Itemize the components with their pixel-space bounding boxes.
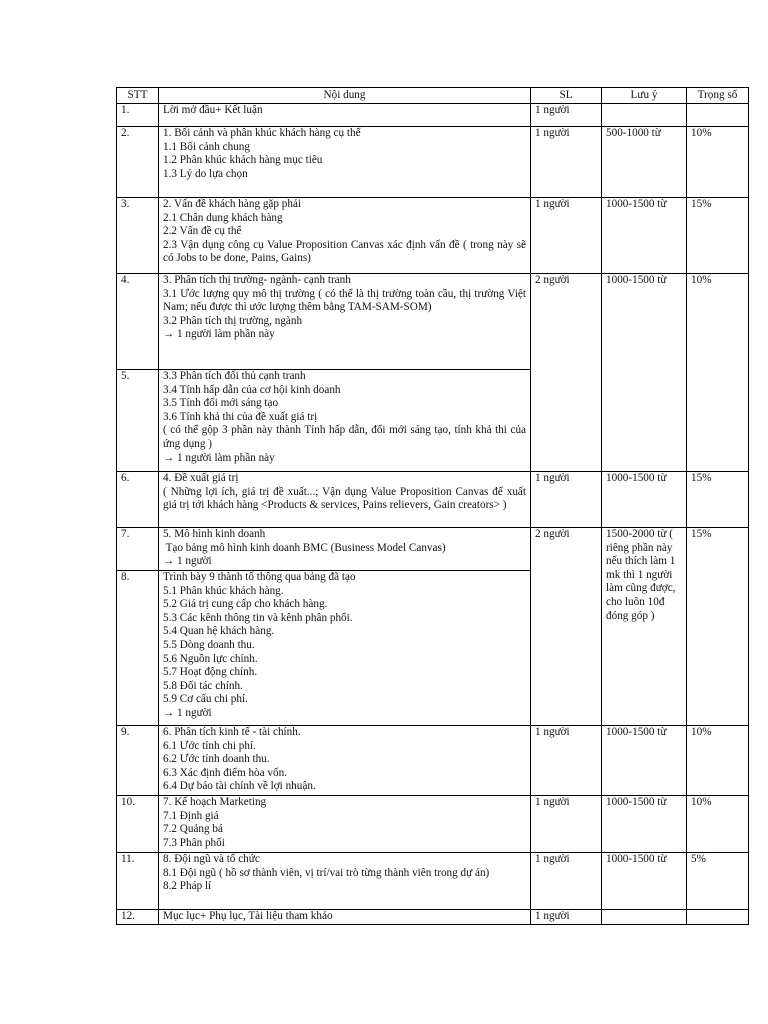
- row-weight: [687, 104, 749, 127]
- content-line: 7.2 Quảng bá: [163, 823, 223, 836]
- row-note: 1000-1500 từ: [602, 853, 687, 910]
- content-line: Mục lục+ Phụ lục, Tài liệu tham khảo: [163, 910, 333, 922]
- row-content: [159, 198, 531, 274]
- content-line: 6. Phân tích kinh tế - tài chính.: [163, 726, 301, 738]
- header-stt: STT: [117, 88, 159, 104]
- row-sl: 1 người: [531, 472, 602, 528]
- content-line: → 1 người: [163, 706, 212, 719]
- content-line: 6.1 Ước tính chi phí.: [163, 739, 256, 752]
- table-row: [117, 127, 749, 198]
- row-note: 1000-1500 từ: [602, 472, 687, 528]
- row-note: 1000-1500 từ: [602, 726, 687, 796]
- row-sl: 1 người: [531, 198, 602, 274]
- content-line: 3.6 Tính khả thi của đề xuất giá trị: [163, 410, 318, 423]
- content-line: → 1 người: [163, 555, 212, 568]
- row-weight: 15%: [687, 472, 749, 528]
- header-sl: SL: [531, 88, 602, 104]
- content-line: 7.1 Định giá: [163, 809, 219, 822]
- content-line: 3.4 Tính hấp dẫn của cơ hội kinh doanh: [163, 383, 341, 396]
- content-line: 1.1 Bối cảnh chung: [163, 140, 250, 153]
- row-sl: 1 người: [531, 104, 602, 127]
- row-stt: 7.: [117, 528, 159, 571]
- content-line: 5.3 Các kênh thông tin và kênh phân phối.: [163, 611, 353, 624]
- row-content: [159, 528, 531, 571]
- content-line: 8. Đội ngũ và tổ chức: [163, 853, 260, 865]
- content-line: ( Những lợi ích, giá trị đề xuất...; Vận dụng Value Proposition Canvas để xuất giá trị tới khách hàng <Products & services, Pains relievers, Gain creators> ): [163, 485, 526, 512]
- content-line: 3.2 Phân tích thị trường, ngành: [163, 314, 303, 327]
- row-content: [159, 853, 531, 910]
- row-stt: 6.: [117, 472, 159, 528]
- header-note: Lưu ý: [602, 88, 687, 104]
- content-line: 1.3 Lý do lựa chọn: [163, 167, 248, 180]
- row-sl: 1 người: [531, 910, 602, 925]
- content-line: 5.4 Quan hệ khách hàng.: [163, 625, 275, 638]
- row-weight: 15%: [687, 198, 749, 274]
- row-content: [159, 274, 531, 370]
- row-sl: 2 người: [531, 274, 602, 472]
- row-sl: 1 người: [531, 853, 602, 910]
- content-line: 5.9 Cơ cấu chi phí.: [163, 693, 248, 706]
- row-stt: 5.: [117, 370, 159, 472]
- content-line: 8.1 Đội ngũ ( hồ sơ thành viên, vị trí/vai trò từng thành viên trong dự án): [163, 866, 490, 879]
- content-line: 2.2 Vấn đề cụ thể: [163, 225, 242, 238]
- table-row: [117, 104, 749, 127]
- table-row: [117, 274, 749, 370]
- row-note: [602, 104, 687, 127]
- row-note: 1000-1500 từ: [602, 274, 687, 472]
- row-sl: 1 người: [531, 726, 602, 796]
- header-weight: Trọng số: [687, 88, 749, 104]
- header-row: [117, 88, 749, 104]
- content-line: 5.7 Hoạt động chính.: [163, 666, 258, 679]
- row-note: [602, 910, 687, 925]
- row-note: 1500-2000 từ ( riêng phần này nếu thích làm 1 mk thì 1 người làm cũng được, cho luôn 10đ đóng góp ): [602, 528, 687, 726]
- table-row: [117, 853, 749, 910]
- row-stt: 1.: [117, 104, 159, 127]
- row-weight: [687, 910, 749, 925]
- row-weight: 10%: [687, 127, 749, 198]
- content-line: 7. Kế hoạch Marketing: [163, 796, 267, 808]
- row-stt: 10.: [117, 796, 159, 853]
- content-line: 8.2 Pháp lí: [163, 880, 212, 893]
- table-row: [117, 528, 749, 571]
- table-row: [117, 472, 749, 528]
- content-line: 6.3 Xác định điểm hòa vốn.: [163, 766, 287, 779]
- content-line: 2. Vấn đề khách hàng gặp phải: [163, 198, 302, 210]
- row-weight: 10%: [687, 274, 749, 472]
- content-line: 7.3 Phân phối: [163, 836, 225, 849]
- row-weight: 15%: [687, 528, 749, 726]
- row-content: [159, 370, 531, 472]
- row-stt: 4.: [117, 274, 159, 370]
- assignment-table: [116, 87, 749, 925]
- row-content: [159, 796, 531, 853]
- content-line: 5.8 Đối tác chính.: [163, 679, 243, 692]
- row-note: 1000-1500 từ: [602, 198, 687, 274]
- row-stt: 9.: [117, 726, 159, 796]
- row-content: [159, 910, 531, 925]
- content-line: 3.3 Phân tích đối thủ cạnh tranh: [163, 370, 306, 382]
- content-line: Lời mở đầu+ Kết luận: [163, 104, 263, 116]
- content-line: → 1 người làm phần này: [163, 328, 275, 341]
- table-row: [117, 796, 749, 853]
- content-line: 3.5 Tính đổi mới sáng tạo: [163, 397, 279, 410]
- table-row: [117, 726, 749, 796]
- row-stt: 11.: [117, 853, 159, 910]
- content-line: Trình bày 9 thành tố thông qua bảng đã tạo: [163, 571, 356, 583]
- row-note: 1000-1500 từ: [602, 796, 687, 853]
- content-line: 6.2 Ước tính doanh thu.: [163, 753, 270, 766]
- content-line: 5.1 Phân khúc khách hàng.: [163, 584, 284, 597]
- row-content: [159, 104, 531, 127]
- content-line: 1. Bối cảnh và phân khúc khách hàng cụ thể: [163, 127, 361, 139]
- row-content: [159, 472, 531, 528]
- table-row: [117, 198, 749, 274]
- row-content: [159, 127, 531, 198]
- table-row: [117, 910, 749, 925]
- row-weight: 5%: [687, 853, 749, 910]
- row-stt: 8.: [117, 571, 159, 726]
- row-stt: 2.: [117, 127, 159, 198]
- content-line: 3.1 Ước lượng quy mô thị trường ( có thể là thị trường toàn cầu, thị trường Việt Nam; nếu được thì ước lượng thêm bằng TAM-SAM-SOM): [163, 287, 526, 314]
- row-stt: 3.: [117, 198, 159, 274]
- content-line: 2.1 Chân dung khách hàng: [163, 211, 283, 224]
- row-weight: 10%: [687, 726, 749, 796]
- content-line: 3. Phân tích thị trường- ngành- cạnh tranh: [163, 274, 351, 286]
- content-line: 5.5 Dòng doanh thu.: [163, 638, 255, 651]
- row-sl: 1 người: [531, 127, 602, 198]
- content-line: 2.3 Vận dụng công cụ Value Proposition Canvas xác định vấn đề ( trong này sẽ có Jobs to be done, Pains, Gains): [163, 238, 526, 265]
- row-note: 500-1000 từ: [602, 127, 687, 198]
- row-weight: 10%: [687, 796, 749, 853]
- content-line: 1.2 Phân khúc khách hàng mục tiêu: [163, 154, 323, 167]
- header-content: Nội dung: [159, 88, 531, 104]
- row-content: [159, 726, 531, 796]
- content-line: 6.4 Dự báo tài chính về lợi nhuận.: [163, 780, 316, 793]
- content-line: 5. Mô hình kinh doanh: [163, 528, 266, 540]
- content-line: ( có thể gộp 3 phần này thành Tính hấp dẫn, đổi mới sáng tạo, tính khả thi của ứng dụng ): [163, 424, 526, 450]
- row-stt: 12.: [117, 910, 159, 925]
- row-sl: 1 người: [531, 796, 602, 853]
- row-sl: 2 người: [531, 528, 602, 726]
- content-line: 5.6 Nguồn lực chính.: [163, 652, 258, 665]
- content-line: 4. Đề xuất giá trị: [163, 472, 239, 484]
- content-line: Tạo bảng mô hình kinh doanh BMC (Business Model Canvas): [163, 541, 446, 554]
- content-line: 5.2 Giá trị cung cấp cho khách hàng.: [163, 598, 328, 611]
- row-content: [159, 571, 531, 726]
- content-line: → 1 người làm phần này: [163, 451, 275, 464]
